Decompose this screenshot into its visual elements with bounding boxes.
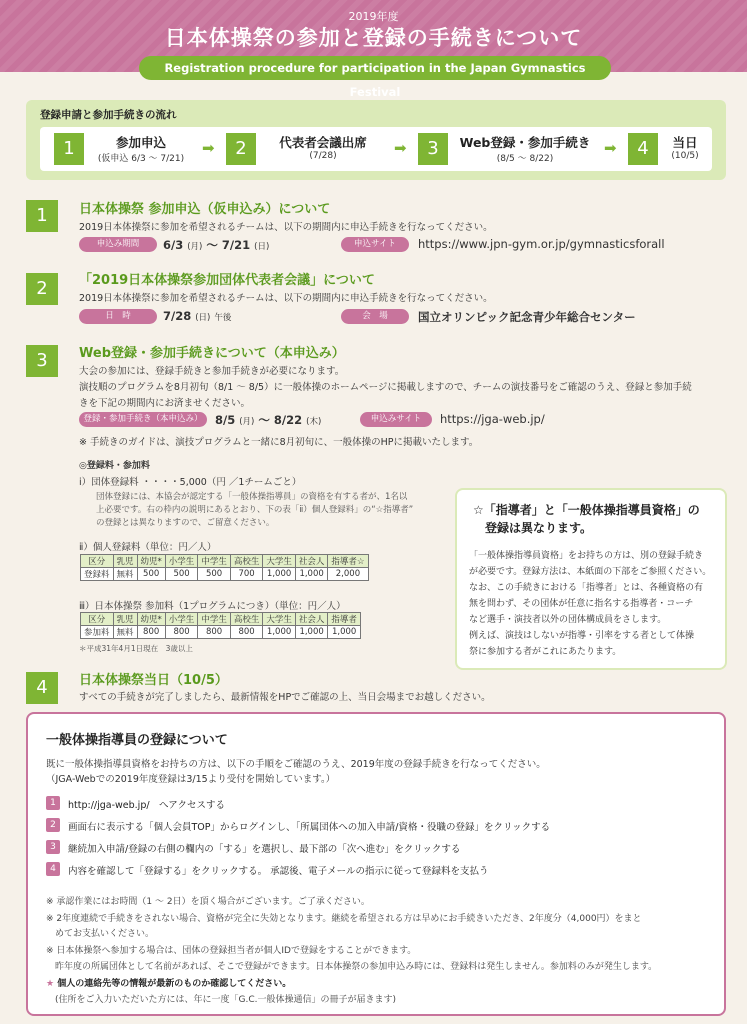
instructor-registration-title: 一般体操指導員の登録について	[46, 733, 228, 748]
table-cell: 700	[230, 568, 263, 581]
participation-fee-table	[80, 612, 361, 639]
table-header-cell: 社会人	[295, 613, 328, 626]
table-cell: 1,000	[263, 626, 296, 639]
table-cell: 800	[137, 626, 165, 639]
section-3-text-2: 演技順のプログラムを8月初旬（8/1 〜 8/5）に一般体操のホームページに掲載しますので、チームの演技番号をご確認のうえ、登録と参加手続	[79, 382, 692, 393]
contact-info-text: 個人の連絡先等の情報が最新のものか確認してください。	[54, 979, 292, 989]
note-line: 「一般体操指導員資格」をお持ちの方は、別の登録手続き	[469, 551, 704, 561]
table-cell: 500	[137, 568, 165, 581]
section-4-title: 日本体操祭当日（10/5）	[79, 673, 228, 688]
flow-step-number: 4	[628, 133, 658, 165]
instructor-note: ※ 承認作業にはお時間（1 〜 2日）を頂く場合がございます。ご了承ください。	[46, 897, 370, 907]
venue-label: 会 場	[341, 309, 409, 324]
instructor-step-3: 継続加入申請/登録の右側の欄内の「する」を選択し、最下部の「次へ進む」をクリックする	[68, 844, 461, 855]
flow-step-label: 代表者会議出席	[279, 135, 367, 150]
flow-steps	[40, 127, 712, 171]
table-header-row	[81, 555, 369, 568]
period-end: 7/21	[221, 238, 251, 252]
instructor-note: 昨年度の所属団体として名前があれば、そこで登録ができます。日本体操祭の参加申込み時には、登録料は発生しません。参加料のみが発生します。	[46, 962, 658, 972]
section-1-title: 日本体操祭 参加申込（仮申込み）について	[79, 202, 331, 217]
note-title-line-2: 登録は異なります。	[473, 521, 593, 535]
period-end-day: (木)	[306, 417, 322, 427]
section-number-4: 4	[26, 672, 58, 704]
star-icon: ★	[46, 979, 55, 989]
note-title-line-1: ☆「指導者」と「一般体操指導員資格」の	[473, 503, 700, 517]
table-row	[81, 626, 361, 639]
section-3-text-3: きを下記の期間内にお済ませください。	[79, 398, 251, 409]
registration-site-link[interactable]: https://jga-web.jp/	[440, 412, 545, 426]
team-fee-note-2: 上必要です。右の枠内の説明にあるとおり、下の表「ⅱ）個人登録料」の“☆指導者”	[96, 505, 414, 515]
newsletter-note: (住所をご入力いただいた方には、年に一度「G.C.一般体操通信」の冊子が届きます)	[46, 995, 397, 1005]
instructor-registration-box	[26, 712, 726, 1016]
step-number-3: 3	[46, 840, 60, 854]
table-header-cell: 大学生	[263, 613, 296, 626]
table-cell: 500	[198, 568, 231, 581]
table-cell: 800	[165, 626, 198, 639]
instructor-note: ※ 2年度連続で手続きをされない場合、資格が完全に失効となります。継続を希望される方は早めにお手続きいただき、2年度分（4,000円）をまと	[46, 914, 642, 924]
table-header-cell: 中学生	[198, 613, 231, 626]
application-site-label: 申込サイト	[341, 237, 409, 252]
table-header-row	[81, 613, 361, 626]
instructor-step-1[interactable]: http://jga-web.jp/ へアクセスする	[68, 800, 225, 811]
page-subtitle: Registration procedure for participation in the Japan Gymnastics Festival	[139, 56, 611, 80]
meeting-date-value: 7/28	[163, 309, 192, 323]
instructor-step-4: 内容を確認して「登録する」をクリックする。 承認後、電子メールの指示に従って登録料を支払う	[68, 866, 489, 877]
note-line: 祭に参加する者がこれにあたります。	[469, 647, 622, 657]
table-cell: 800	[230, 626, 263, 639]
period-separator: 〜	[206, 238, 218, 252]
table-header-cell: 社会人	[295, 555, 328, 568]
flow-title: 登録申請と参加手続きの流れ	[40, 109, 177, 121]
flow-step-date: (10/5)	[671, 151, 699, 161]
table-header-cell: 指導者	[328, 613, 361, 626]
step-number-4: 4	[46, 862, 60, 876]
period-start: 8/5	[215, 413, 236, 427]
note-line: なお、この手続きにおける「指導者」とは、各種資格の有	[469, 583, 704, 593]
section-3-text-1: 大会の参加には、登録手続きと参加手続きが必要になります。	[79, 366, 345, 377]
table-cell: 1,000	[295, 568, 328, 581]
table-cell: 1,000	[295, 626, 328, 639]
table-header-cell: 乳児	[113, 613, 137, 626]
flow-step-1	[54, 133, 194, 165]
table-row	[81, 568, 369, 581]
registration-site-label: 申込みサイト	[360, 412, 432, 427]
note-body	[469, 548, 711, 660]
table-header-cell: 大学生	[263, 555, 296, 568]
period-end-day: (日)	[254, 242, 270, 252]
table-header-cell: 幼児*	[137, 555, 165, 568]
instructor-intro-2: （JGA-Webでの2019年度登録は3/15より受付を開始しています。）	[46, 774, 336, 785]
flow-step-2	[226, 133, 386, 165]
flow-step-label: 当日	[672, 135, 698, 150]
arrow-right-icon: ➡	[604, 139, 617, 157]
period-end: 8/22	[273, 413, 303, 427]
flow-step-number: 3	[418, 133, 448, 165]
table-cell: 無料	[113, 626, 137, 639]
flow-step-label: 参加申込	[115, 135, 166, 150]
contact-info-note	[46, 976, 291, 989]
section-number-3: 3	[26, 345, 58, 377]
table-header-cell: 高校生	[230, 555, 263, 568]
table-header-cell: 区分	[81, 555, 114, 568]
section-number-2: 2	[26, 273, 58, 305]
step-number-1: 1	[46, 796, 60, 810]
team-fee-note-3: の登録とは異なりますので、ご留意ください。	[96, 518, 275, 528]
table-header-cell: 区分	[81, 613, 114, 626]
table-cell: 登録料	[81, 568, 114, 581]
instructor-intro-1: 既に一般体操指導員資格をお持ちの方は、以下の手順をご確認のうえ、2019年度の登録手続きを行なってください。	[46, 759, 546, 770]
section-3-title: Web登録・参加手続きについて（本申込み）	[79, 346, 345, 361]
table-cell: 参加料	[81, 626, 114, 639]
table-header-cell: 高校生	[230, 613, 263, 626]
arrow-right-icon: ➡	[394, 139, 407, 157]
flow-step-number: 2	[226, 133, 256, 165]
team-fee: i）団体登録料 ・・・・5,000（円 ／1チームごと）	[79, 477, 302, 488]
procedure-flow	[26, 100, 726, 180]
section-2-text: 2019日本体操祭に参加を希望されるチームは、以下の期間内に申込手続きを行なってください。	[79, 293, 493, 304]
flow-step-label: Web登録・参加手続き	[459, 135, 591, 150]
section-2-title: 「2019日本体操祭参加団体代表者会議」について	[79, 273, 375, 288]
note-line: が必要です。登録方法は、本紙面の下部をご参照ください。	[469, 567, 712, 577]
registration-period-label: 登録・参加手続き（本申込み）	[79, 412, 207, 427]
individual-fee-table	[80, 554, 369, 581]
table-cell: 2,000	[328, 568, 368, 581]
instructor-step-2: 画面右に表示する「個人会員TOP」からログインし、「所属団体への加入申請/資格・役職の登録」をクリックする	[68, 822, 551, 833]
meeting-date-day: (日)	[195, 313, 211, 323]
step-number-2: 2	[46, 818, 60, 832]
application-period	[163, 237, 269, 253]
note-line: 例えば、演技はしないが指導・引率をする者として体操	[469, 631, 695, 641]
flow-step-3	[418, 133, 598, 165]
fee-footnote: ＊平成31年4月1日現在 3歳以上	[79, 644, 193, 653]
note-line: など選手・演技者以外の団体構成員をさします。	[469, 615, 667, 625]
table-header-cell: 指導者☆	[328, 555, 368, 568]
period-start-day: (月)	[239, 417, 255, 427]
team-fee-note-1: 団体登録には、本協会が認定する「一般体操指導員」の資格を有する者が、1名以	[96, 492, 408, 502]
section-4-text: すべての手続きが完了しましたら、最新情報をHPでご確認の上、当日会場までお越しください。	[79, 692, 491, 703]
participation-fee-title: ⅲ）日本体操祭 参加料（1プログラムにつき）（単位：円／人）	[79, 601, 346, 612]
application-period-label: 申込み期間	[79, 237, 157, 252]
application-site-link[interactable]: https://www.jpn-gym.or.jp/gymnasticsforall	[418, 237, 665, 251]
table-header-cell: 乳児	[113, 555, 137, 568]
guide-note: ※ 手続きのガイドは、演技プログラムと一緒に8月初旬に、一般体操のHPに掲載いたします。	[79, 437, 479, 448]
table-cell: 無料	[113, 568, 137, 581]
table-cell: 1,000	[328, 626, 361, 639]
meeting-time: 午後	[214, 313, 232, 323]
instructor-note: ※ 日本体操祭へ参加する場合は、団体の登録担当者が個人IDで登録をすることができます。	[46, 946, 417, 956]
header-year: 2019年度	[348, 10, 399, 23]
note-line: 無を問わず、その団体が任意に指名する指導者・コーチ	[469, 599, 694, 609]
individual-fee-title: ⅱ）個人登録料（単位：円／人）	[79, 542, 217, 553]
page-title: 日本体操祭の参加と登録の手続きについて	[164, 26, 583, 50]
table-cell: 800	[198, 626, 231, 639]
period-start-day: (月)	[187, 242, 203, 252]
instructor-note: めてお支払いください。	[46, 929, 155, 939]
meeting-date-label: 日 時	[79, 309, 157, 324]
period-separator: 〜	[258, 413, 270, 427]
flow-step-date: (仮申込 6/3 〜 7/21)	[97, 154, 185, 164]
flow-step-date: (7/28)	[309, 151, 337, 161]
table-cell: 500	[165, 568, 198, 581]
registration-period	[215, 412, 321, 428]
flow-step-date: (8/5 〜 8/22)	[496, 154, 554, 164]
section-1-text: 2019日本体操祭に参加を希望されるチームは、以下の期間内に申込手続きを行なってください。	[79, 222, 493, 233]
table-cell: 1,000	[263, 568, 296, 581]
period-start: 6/3	[163, 238, 184, 252]
venue-name: 国立オリンピック記念青少年総合センター	[418, 310, 636, 324]
table-header-cell: 小学生	[165, 613, 198, 626]
arrow-right-icon: ➡	[202, 139, 215, 157]
table-header-cell: 中学生	[198, 555, 231, 568]
table-header-cell: 小学生	[165, 555, 198, 568]
section-number-1: 1	[26, 200, 58, 232]
meeting-date	[163, 309, 231, 323]
flow-step-number: 1	[54, 133, 84, 165]
table-header-cell: 幼児*	[137, 613, 165, 626]
fees-title: ◎登録料・参加料	[79, 461, 150, 471]
flow-step-4	[628, 133, 708, 165]
instructor-note-box	[455, 488, 727, 670]
